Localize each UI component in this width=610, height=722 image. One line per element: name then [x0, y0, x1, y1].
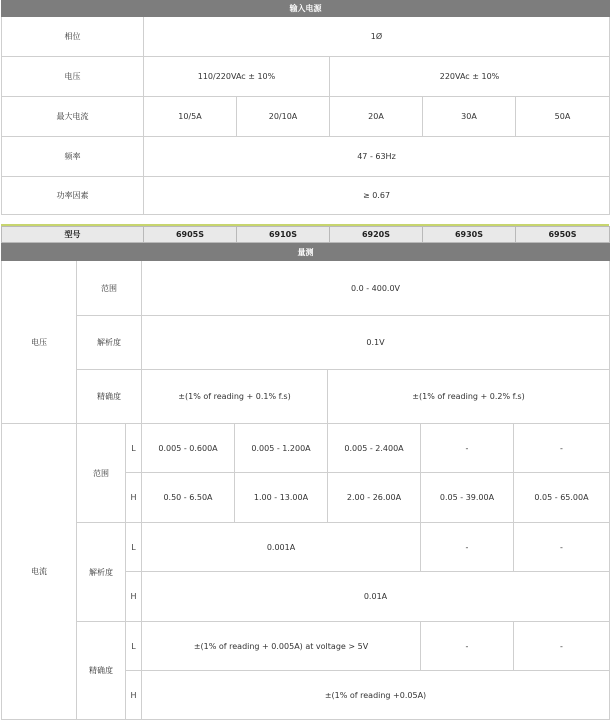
current-range-low-value: -	[421, 424, 514, 473]
range-low-label: L	[126, 424, 142, 473]
accuracy-high-label: H	[126, 671, 142, 720]
current-range-low-value: -	[514, 424, 610, 473]
voltage-range-label: 范围	[77, 261, 142, 316]
voltage-resolution-label: 解析度	[77, 316, 142, 370]
power-factor-label: 功率因素	[2, 177, 144, 215]
current-accuracy-low-value: -	[514, 622, 610, 671]
model-label: 型号	[2, 227, 144, 243]
voltage-value: 110/220VAc ± 10%	[144, 57, 330, 97]
voltage-label: 电压	[2, 57, 144, 97]
model-name: 6930S	[423, 227, 516, 243]
max-current-value: 20/10A	[237, 97, 330, 137]
phase-label: 相位	[2, 17, 144, 57]
current-accuracy-low-value: ±(1% of reading + 0.005A) at voltage > 5V	[142, 622, 421, 671]
model-table	[1, 226, 610, 243]
max-current-value: 50A	[516, 97, 610, 137]
measurement-header: 量测	[2, 244, 610, 261]
input-power-header: 输入电源	[2, 1, 610, 17]
max-current-label: 最大电流	[2, 97, 144, 137]
max-current-value: 20A	[330, 97, 423, 137]
current-range-high-value: 0.05 - 39.00A	[421, 473, 514, 523]
accuracy-low-label: L	[126, 622, 142, 671]
resolution-high-label: H	[126, 572, 142, 622]
current-group-label: 电流	[2, 424, 77, 720]
current-resolution-low-value: -	[514, 523, 610, 572]
voltage-accuracy-label: 精确度	[77, 370, 142, 424]
current-range-label: 范围	[77, 424, 126, 523]
current-range-high-value: 0.05 - 65.00A	[514, 473, 610, 523]
current-range-high-value: 0.50 - 6.50A	[142, 473, 235, 523]
voltage-range-value: 0.0 - 400.0V	[142, 261, 610, 316]
model-name: 6950S	[516, 227, 610, 243]
measurement-table	[1, 243, 610, 720]
frequency-value: 47 - 63Hz	[144, 137, 610, 177]
model-name: 6905S	[144, 227, 237, 243]
voltage-accuracy-value: ±(1% of reading + 0.1% f.s)	[142, 370, 328, 424]
power-factor-value: ≥ 0.67	[144, 177, 610, 215]
resolution-low-label: L	[126, 523, 142, 572]
current-range-high-value: 1.00 - 13.00A	[235, 473, 328, 523]
phase-value: 1Ø	[144, 17, 610, 57]
current-resolution-high-value: 0.01A	[142, 572, 610, 622]
max-current-value: 10/5A	[144, 97, 237, 137]
current-resolution-label: 解析度	[77, 523, 126, 622]
max-current-value: 30A	[423, 97, 516, 137]
range-high-label: H	[126, 473, 142, 523]
frequency-label: 频率	[2, 137, 144, 177]
voltage-group-label: 电压	[2, 261, 77, 424]
current-resolution-low-value: -	[421, 523, 514, 572]
current-accuracy-high-value: ±(1% of reading +0.05A)	[142, 671, 610, 720]
current-range-high-value: 2.00 - 26.00A	[328, 473, 421, 523]
input-power-table	[1, 0, 610, 215]
current-range-low-value: 0.005 - 1.200A	[235, 424, 328, 473]
current-resolution-low-value: 0.001A	[142, 523, 421, 572]
model-name: 6920S	[330, 227, 423, 243]
voltage-resolution-value: 0.1V	[142, 316, 610, 370]
current-accuracy-label: 精确度	[77, 622, 126, 720]
model-name: 6910S	[237, 227, 330, 243]
voltage-value: 220VAc ± 10%	[330, 57, 610, 97]
current-range-low-value: 0.005 - 0.600A	[142, 424, 235, 473]
voltage-accuracy-value: ±(1% of reading + 0.2% f.s)	[328, 370, 610, 424]
current-range-low-value: 0.005 - 2.400A	[328, 424, 421, 473]
current-accuracy-low-value: -	[421, 622, 514, 671]
